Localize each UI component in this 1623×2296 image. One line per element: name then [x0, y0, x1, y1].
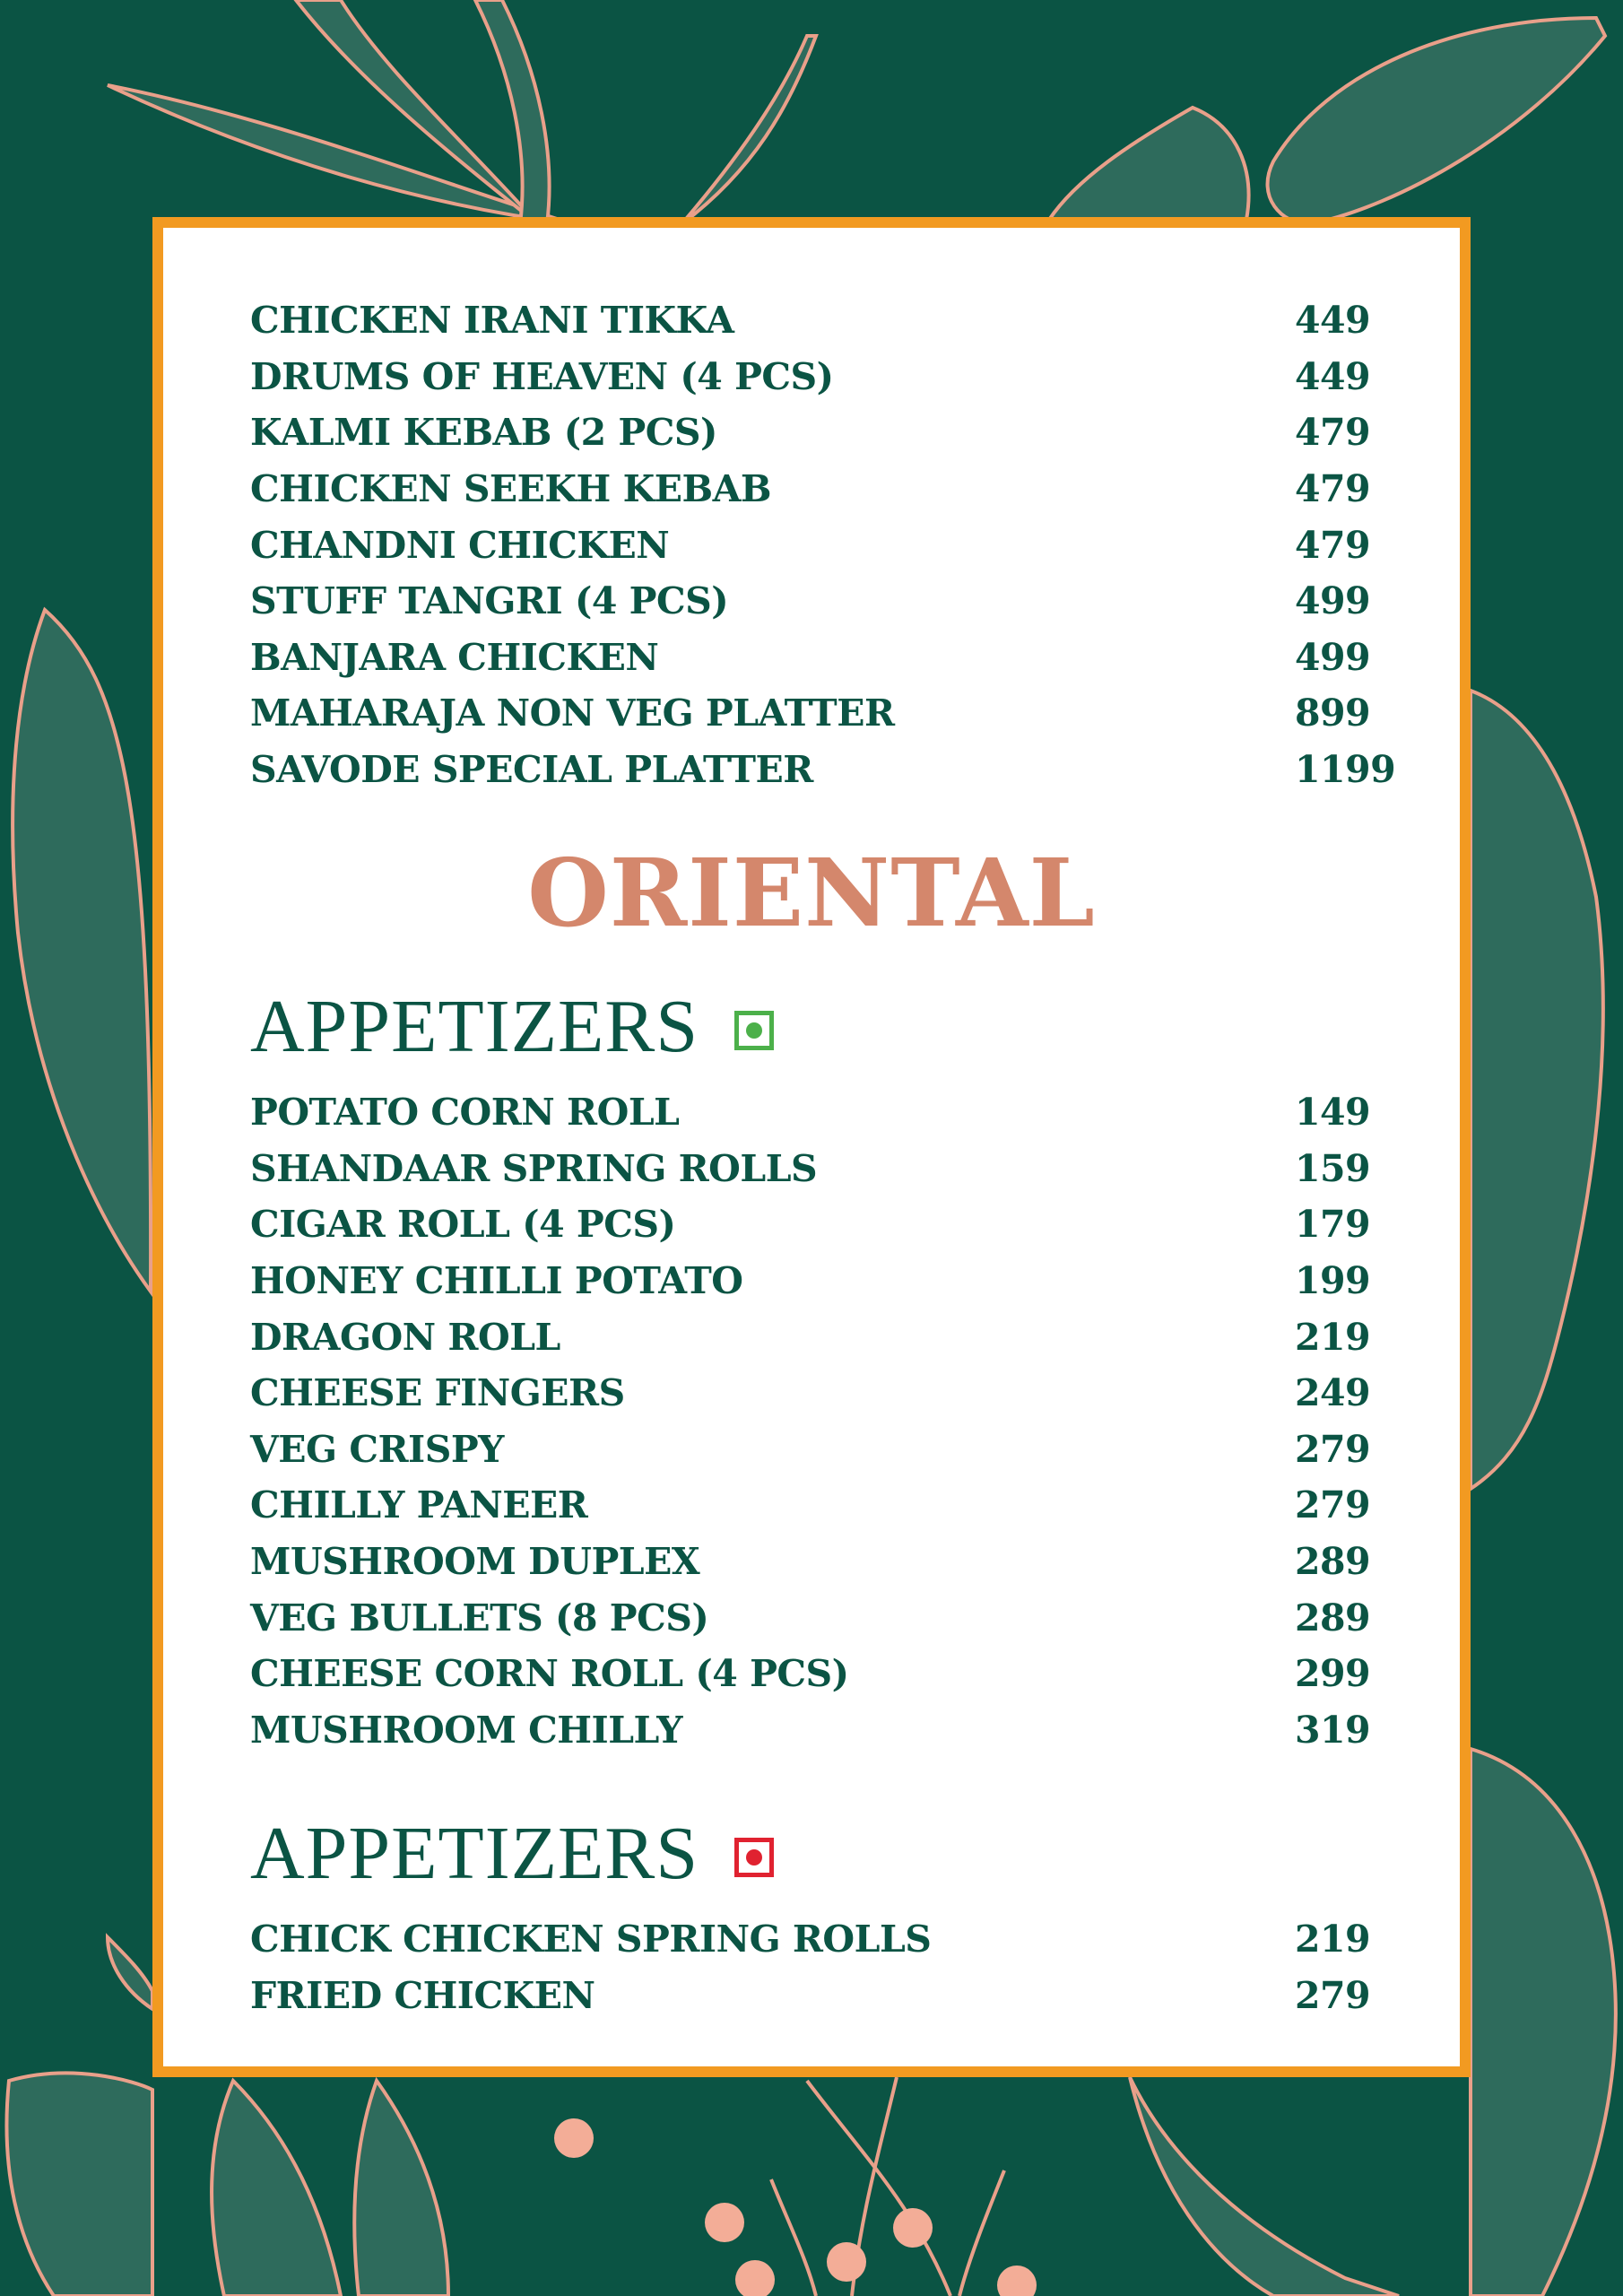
- item-name: MAHARAJA NON VEG PLATTER: [250, 691, 895, 735]
- menu-item: [250, 1084, 1407, 1141]
- item-price: 449: [1295, 354, 1371, 398]
- item-name: FRIED CHICKEN: [250, 1973, 595, 2017]
- item-price: 199: [1295, 1259, 1371, 1303]
- top-items-list: [250, 292, 1407, 797]
- veg-appetizers-heading: [250, 983, 774, 1070]
- item-name: CHEESE FINGERS: [250, 1371, 625, 1415]
- veg-dot: [746, 1022, 762, 1039]
- item-price: 279: [1295, 1973, 1371, 2017]
- item-price: 479: [1295, 523, 1371, 567]
- menu-item: [250, 461, 1407, 517]
- item-name: DRAGON ROLL: [250, 1315, 560, 1359]
- menu-item: [250, 1253, 1407, 1309]
- item-price: 299: [1295, 1652, 1371, 1696]
- item-name: KALMI KEBAB (2 PCS): [250, 411, 717, 455]
- menu-item: [250, 1968, 1407, 2024]
- item-price: 249: [1295, 1371, 1371, 1415]
- item-price: 479: [1295, 411, 1371, 455]
- item-name: MUSHROOM CHILLY: [250, 1708, 682, 1752]
- item-price: 479: [1295, 467, 1371, 511]
- menu-item: [250, 1196, 1407, 1253]
- item-price: 279: [1295, 1483, 1371, 1527]
- item-name: CHICK CHICKEN SPRING ROLLS: [250, 1918, 932, 1961]
- item-price: 449: [1295, 299, 1371, 343]
- item-name: BANJARA CHICKEN: [250, 635, 659, 679]
- menu-item: [250, 1141, 1407, 1197]
- item-name: STUFF TANGRI (4 PCS): [250, 579, 729, 623]
- menu-item: [250, 1534, 1407, 1590]
- menu-card: [152, 217, 1471, 2077]
- item-price: 279: [1295, 1427, 1371, 1471]
- item-price: 159: [1295, 1146, 1371, 1190]
- nonveg-appetizers-heading: [250, 1810, 774, 1897]
- menu-item: [250, 742, 1407, 798]
- item-name: SHANDAAR SPRING ROLLS: [250, 1146, 818, 1190]
- item-price: 149: [1295, 1091, 1371, 1135]
- item-price: 319: [1295, 1708, 1371, 1752]
- item-name: CHICKEN SEEKH KEBAB: [250, 467, 772, 511]
- nonveg-dot: [746, 1849, 762, 1866]
- item-name: CIGAR ROLL (4 PCS): [250, 1203, 676, 1247]
- menu-item: [250, 1365, 1407, 1422]
- veg-appetizers-heading-text: APPETIZERS: [250, 985, 699, 1068]
- nonveg-appetizers-heading-text: APPETIZERS: [250, 1812, 699, 1895]
- item-name: HONEY CHILLI POTATO: [250, 1259, 743, 1303]
- item-price: 219: [1295, 1918, 1371, 1961]
- item-name: CHILLY PANEER: [250, 1483, 588, 1527]
- menu-item: [250, 1477, 1407, 1534]
- item-name: SAVODE SPECIAL PLATTER: [250, 748, 813, 792]
- item-name: CHANDNI CHICKEN: [250, 523, 670, 567]
- menu-item: [250, 517, 1407, 573]
- item-name: MUSHROOM DUPLEX: [250, 1540, 700, 1584]
- menu-item: [250, 1309, 1407, 1365]
- menu-item: [250, 685, 1407, 742]
- item-name: VEG CRISPY: [250, 1427, 504, 1471]
- item-price: 179: [1295, 1203, 1371, 1247]
- menu-item: [250, 1646, 1407, 1702]
- veg-appetizers-list: [250, 1084, 1407, 1758]
- item-name: CHICKEN IRANI TIKKA: [250, 299, 734, 343]
- menu-item: [250, 1911, 1407, 1968]
- item-name: CHEESE CORN ROLL (4 PCS): [250, 1652, 849, 1696]
- menu-item: [250, 1589, 1407, 1646]
- item-price: 899: [1295, 691, 1371, 735]
- menu-item: [250, 630, 1407, 686]
- item-price: 499: [1295, 579, 1371, 623]
- item-price: 289: [1295, 1540, 1371, 1584]
- menu-item: [250, 349, 1407, 405]
- item-price: 1199: [1295, 748, 1396, 792]
- nonveg-appetizers-list: [250, 1911, 1407, 2023]
- menu-item: [250, 573, 1407, 630]
- menu-item: [250, 1702, 1407, 1759]
- menu-item: [250, 1422, 1407, 1478]
- item-price: 499: [1295, 635, 1371, 679]
- item-name: DRUMS OF HEAVEN (4 PCS): [250, 354, 834, 398]
- item-price: 289: [1295, 1596, 1371, 1639]
- item-price: 219: [1295, 1315, 1371, 1359]
- menu-item: [250, 404, 1407, 461]
- non-veg-mark-icon: [734, 1838, 774, 1877]
- veg-mark-icon: [734, 1011, 774, 1050]
- section-title: ORIENTAL: [527, 838, 1096, 948]
- item-name: POTATO CORN ROLL: [250, 1091, 680, 1135]
- item-name: VEG BULLETS (8 PCS): [250, 1596, 709, 1639]
- menu-item: [250, 292, 1407, 349]
